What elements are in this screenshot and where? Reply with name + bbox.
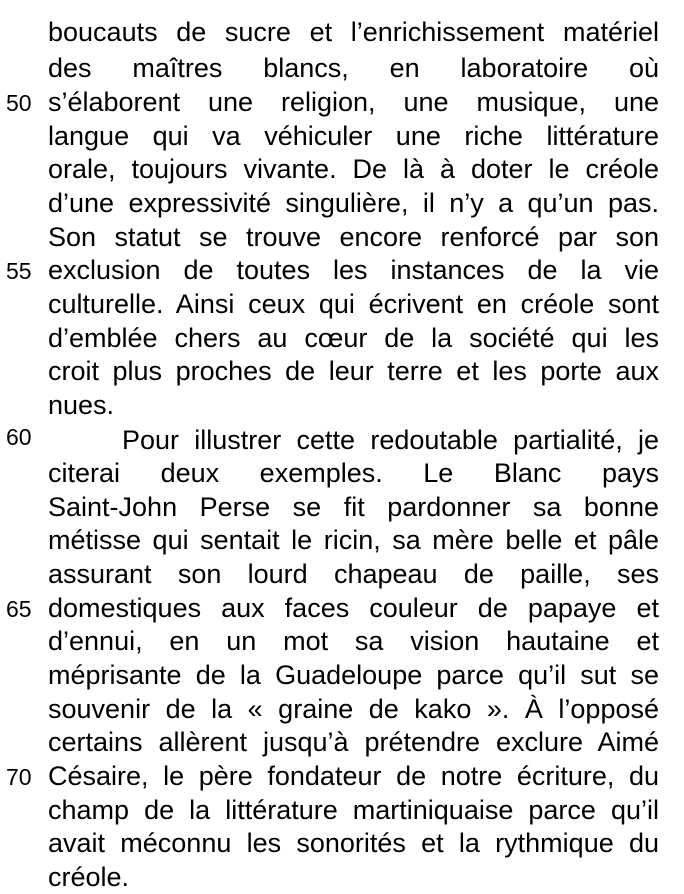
text-line: nues. (48, 390, 115, 420)
text-line: culturelle. Ainsi ceux qui écrivent en créole sont (48, 289, 659, 319)
text-line: croit plus proches de leur terre et les porte aux (48, 356, 659, 386)
text-line: créole. (48, 862, 130, 892)
text-line: champ de la littérature martiniquaise parce qu’il (48, 795, 659, 825)
text-line: d’emblée chers au cœur de la société qui les (48, 323, 659, 353)
text-line: langue qui va véhiculer une riche littérature (48, 121, 659, 151)
text-line: citerai deux exemples. Le Blanc pays (48, 458, 659, 488)
text-line: s’élaborent une religion, une musique, une (48, 87, 659, 117)
text-line: orale, toujours vivante. De là à doter le créole (48, 154, 659, 184)
text-line: des maîtres blancs, en laboratoire où (48, 53, 659, 83)
text-line: Son statut se trouve encore renforcé par son (48, 222, 659, 252)
text-line: exclusion de toutes les instances de la vie (48, 255, 659, 285)
text-line: domestiques aux faces couleur de papaye et (48, 593, 659, 623)
line-number: 70 (6, 764, 32, 790)
text-line: Césaire, le père fondateur de notre écriture, du (48, 761, 659, 791)
line-number: 65 (6, 596, 32, 622)
text-line: d’ennui, en un mot sa vision hautaine et (48, 626, 659, 656)
text-line: Saint-John Perse se fit pardonner sa bonne (48, 492, 659, 522)
text-line: boucauts de sucre et l’enrichissement matériel (48, 17, 659, 47)
text-line: Pour illustrer cette redoutable partialité, je (122, 425, 659, 455)
text-line: souvenir de la « graine de kako ». À l’opposé (48, 694, 659, 724)
text-line: assurant son lourd chapeau de paille, ses (48, 559, 659, 589)
text-line: avait méconnu les sonorités et la rythmique du (48, 828, 659, 858)
text-line: métisse qui sentait le ricin, sa mère belle et pâle (48, 525, 659, 555)
text-line: certains allèrent jusqu’à prétendre exclure Aimé (48, 727, 659, 757)
text-line: d’une expressivité singulière, il n’y a qu’un pas. (48, 188, 659, 218)
text-line: méprisante de la Guadeloupe parce qu’il sut se (48, 660, 659, 690)
line-number: 50 (6, 90, 32, 116)
line-number: 60 (6, 424, 32, 450)
line-number: 55 (6, 258, 32, 284)
